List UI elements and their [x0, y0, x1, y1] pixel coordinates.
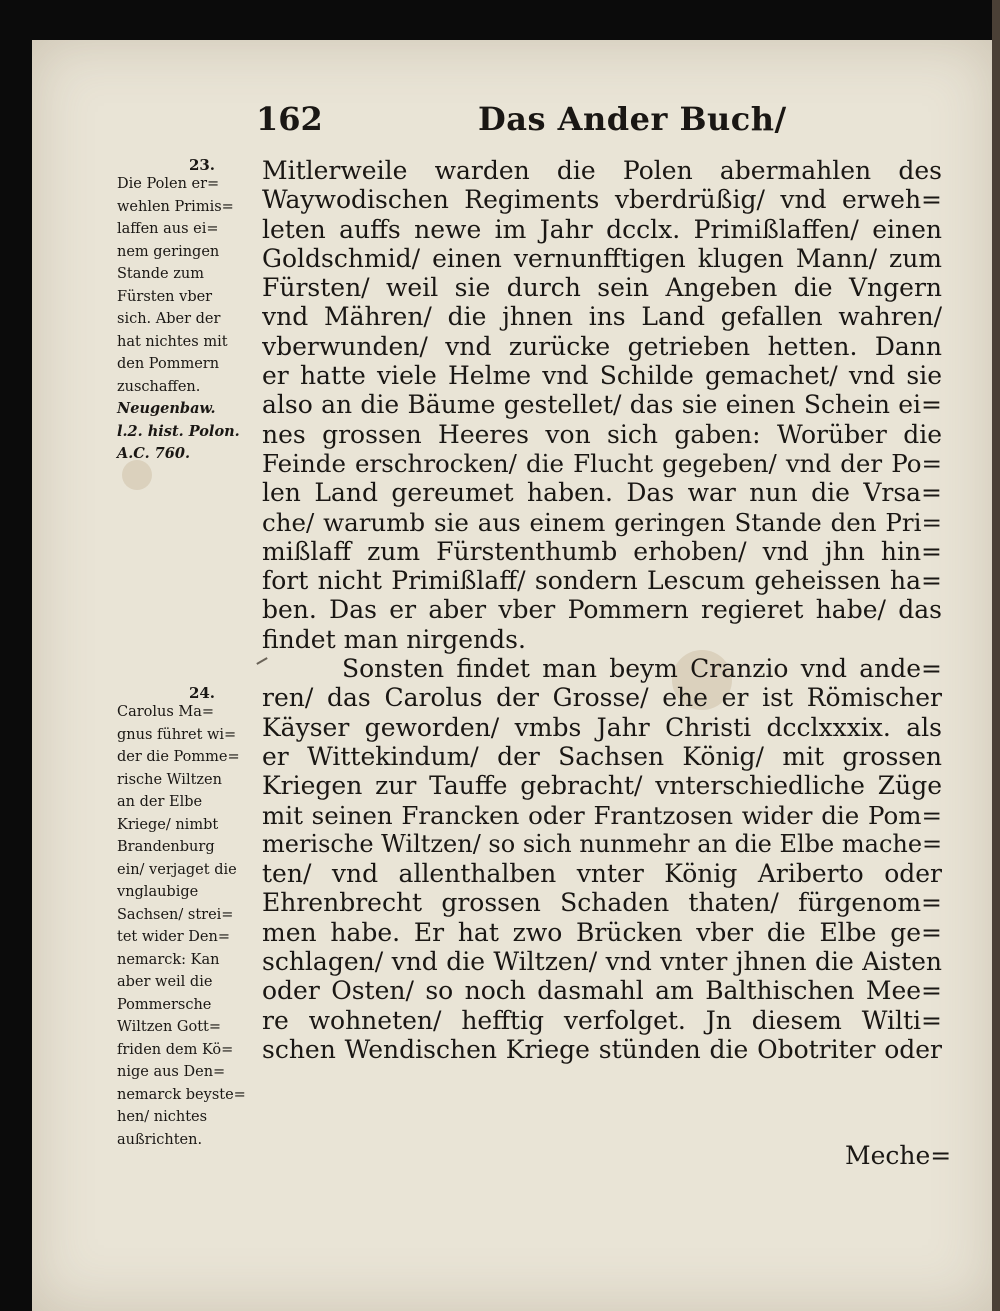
text-line: Mitlerweile warden die Polen abermahlen des	[262, 156, 942, 185]
text-line: findet man nirgends.	[262, 624, 526, 654]
marginal-line: nige aus Den=	[117, 1064, 226, 1080]
text-line: che/ warumb sie aus einem geringen Stande den Pri=	[262, 507, 942, 537]
text-line: also an die Bäume gestellet/ das sie einen Schein ei=	[262, 390, 942, 420]
marginal-note-23	[117, 157, 257, 466]
text-line: Käyser geworden/ vmbs Jahr Christi dcclxxxix. als	[262, 712, 942, 742]
marginal-line: außrichten.	[117, 1131, 203, 1148]
text-line: Goldschmid/ einen vernunfftigen klugen Mann/ zum	[262, 243, 942, 273]
text-line: len Land gereumet haben. Das war nun die Vrsa=	[262, 478, 942, 508]
marginal-line: vnglaubige	[117, 884, 199, 900]
marginal-number: 24.	[188, 684, 216, 702]
marginal-line: friden dem Kö=	[117, 1041, 234, 1058]
marginal-line: hat nichtes mit	[117, 333, 228, 350]
marginal-line: zuschaffen.	[117, 378, 201, 395]
text-line: vnd Mähren/ die jhnen ins Land gefallen wahren/	[262, 302, 942, 332]
page-number: 162	[256, 100, 323, 138]
text-line: oder Osten/ so noch dasmahl am Balthischen Mee=	[262, 976, 942, 1006]
main-text-block	[262, 156, 942, 1064]
marginal-line: der die Pomme=	[117, 749, 240, 765]
text-line: Feinde erschrocken/ die Flucht gegeben/ vnd der Po=	[262, 448, 942, 478]
running-title: Das Ander Buch/	[478, 100, 787, 138]
text-line: er Wittekindum/ der Sachsen König/ mit grossen	[262, 741, 942, 771]
marginal-line: Stande zum	[117, 266, 204, 282]
marginal-line: sich. Aber der	[117, 311, 221, 327]
marginal-line: den Pommern	[117, 356, 220, 372]
text-line: fort nicht Primißlaff/ sondern Lescum geheissen ha=	[262, 566, 942, 596]
text-line: Fürsten/ weil sie durch sein Angeben die Vngern	[262, 273, 942, 303]
text-line: Ehrenbrecht grossen Schaden thaten/ fürgenom=	[262, 888, 942, 918]
marginal-line: wehlen Primis=	[117, 198, 234, 215]
marginal-line: laffen aus ei=	[117, 221, 219, 237]
marginal-line: Wiltzen Gott=	[117, 1019, 222, 1035]
text-line: nes grossen Heeres von sich gaben: Worüber die	[262, 419, 942, 449]
marginal-line: an der Elbe	[117, 794, 203, 810]
text-line: Waywodischen Regiments vberdrüßig/ vnd erweh=	[262, 185, 942, 215]
marginal-line: nemarck: Kan	[117, 951, 220, 968]
marginal-line: gnus führet wi=	[117, 726, 237, 743]
marginal-line: Die Polen er=	[117, 176, 220, 192]
marginal-line: Fürsten vber	[117, 288, 213, 305]
text-line: vberwunden/ vnd zurücke getrieben hetten. Dann	[262, 331, 942, 361]
text-line: ben. Das er aber vber Pommern regieret habe/ das	[262, 595, 942, 625]
marginal-line: ein/ verjaget die	[117, 861, 237, 878]
text-line: schen Wendischen Kriege stünden die Obotriter oder	[262, 1034, 942, 1064]
text-line: schlagen/ vnd die Wiltzen/ vnd vnter jhnen die Aisten	[262, 947, 942, 977]
marginal-line: Brandenburg	[117, 839, 215, 855]
text-line: Sonsten findet man beym Cranzio vnd ande=	[342, 654, 942, 684]
text-line: mit seinen Francken oder Frantzosen wider die Pom=	[262, 800, 942, 830]
text-line: er hatte viele Helme vnd Schilde gemachet/ vnd sie	[262, 361, 942, 391]
catchword: Meche=	[845, 1141, 952, 1170]
marginal-line: Sachsen/ strei=	[117, 906, 234, 923]
marginal-note-24	[117, 685, 257, 1151]
text-line: merische Wiltzen/ so sich nunmehr an die Elbe mache=	[262, 829, 942, 858]
marginal-line: Kriege/ nimbt	[117, 816, 219, 833]
text-line: ten/ vnd allenthalben vnter König Ariberto oder	[262, 859, 942, 889]
marginal-line: nemarck beyste=	[117, 1086, 246, 1103]
marginal-line: Carolus Ma=	[117, 704, 215, 720]
text-line: mißlaff zum Fürstenthumb erhoben/ vnd jhn hin=	[262, 536, 942, 566]
marginal-number: 23.	[188, 156, 216, 174]
marginal-reference: Neugenbaw.	[117, 400, 216, 417]
page-edge	[992, 0, 1000, 1311]
marginal-reference: l.2. hist. Polon.	[117, 422, 240, 440]
text-line: re wohneten/ hefftig verfolget. Jn diesem Wilti=	[262, 1005, 942, 1035]
text-line: Kriegen zur Tauffe gebracht/ vnterschiedliche Züge	[262, 771, 942, 801]
marginal-line: tet wider Den=	[117, 929, 230, 945]
marginal-line: rische Wiltzen	[117, 771, 222, 788]
marginal-line: Pommersche	[117, 996, 212, 1013]
marginal-line: aber weil die	[117, 974, 213, 990]
marginal-line: hen/ nichtes	[117, 1109, 208, 1125]
marginal-reference: A.C. 760.	[117, 445, 190, 462]
marginal-line: nem geringen	[117, 243, 220, 260]
text-line: men habe. Er hat zwo Brücken vber die Elbe ge=	[262, 917, 942, 947]
text-line: ren/ das Carolus der Grosse/ ehe er ist Römischer	[262, 683, 942, 713]
text-line: leten auffs newe im Jahr dcclx. Primißlaffen/ einen	[262, 214, 942, 244]
